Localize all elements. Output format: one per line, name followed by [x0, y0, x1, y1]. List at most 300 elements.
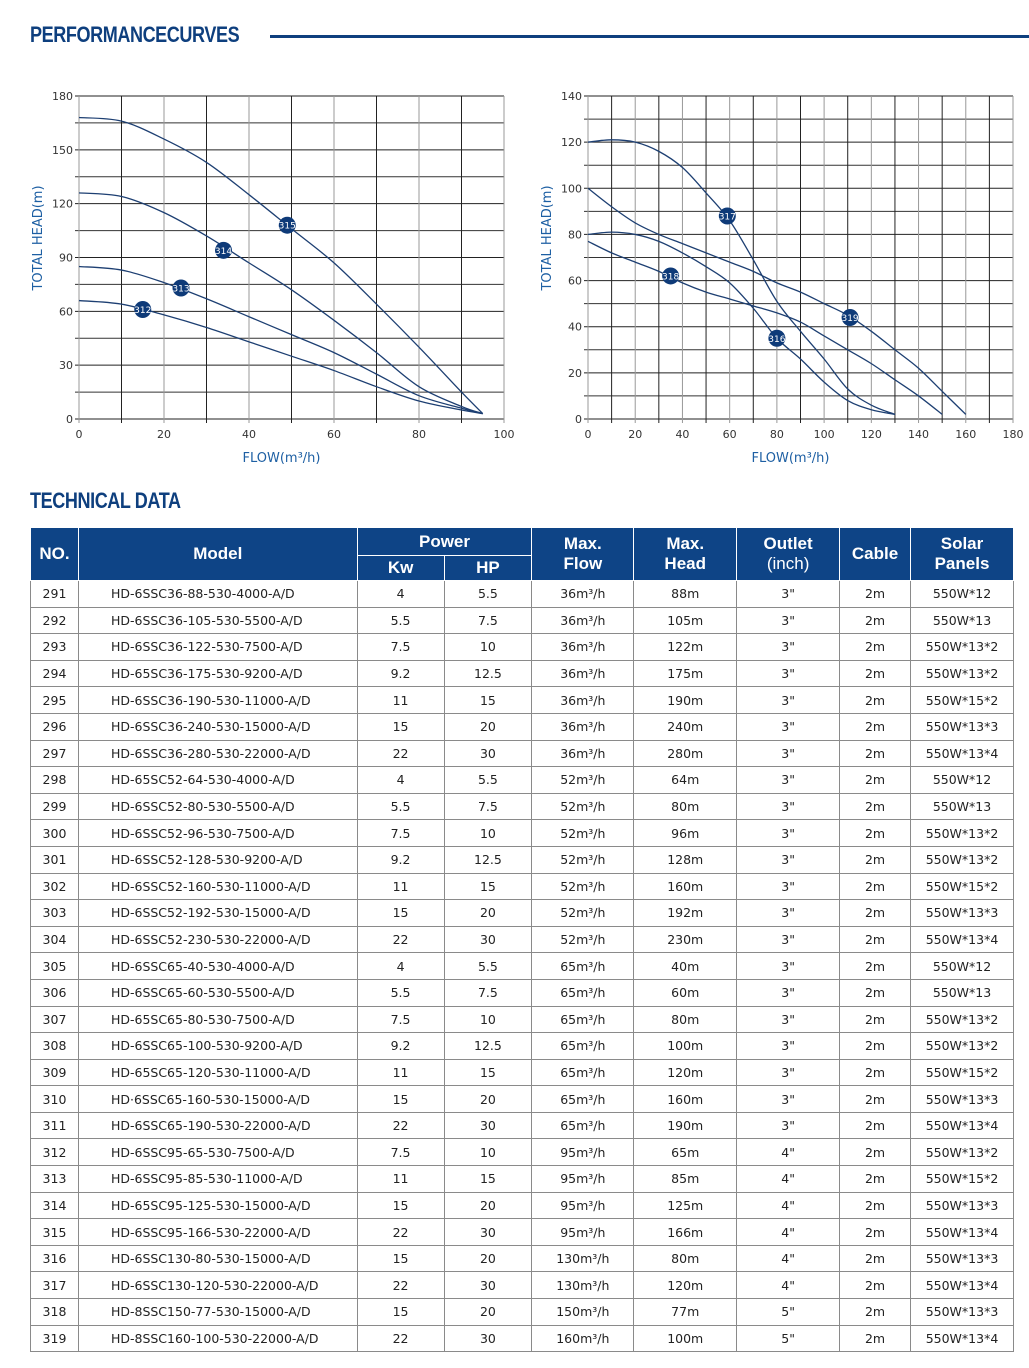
cell-solar: 550W*13*2 — [911, 846, 1014, 873]
cell-max-flow: 65m³/h — [532, 1086, 634, 1113]
cell-solar: 550W*13*4 — [911, 926, 1014, 953]
cell-hp: 30 — [444, 1112, 532, 1139]
table-row — [31, 900, 1014, 927]
y-tick-label: 140 — [561, 90, 582, 103]
technical-data-title: TECHNICAL DATA — [30, 488, 181, 513]
cell-max-head: 85m — [634, 1166, 737, 1193]
table-row — [31, 634, 1014, 661]
cell-max-head: 100m — [634, 1325, 737, 1352]
cell-max-flow: 52m³/h — [532, 900, 634, 927]
header-max-head-line2: Head — [664, 554, 706, 573]
cell-kw: 22 — [357, 740, 444, 767]
cell-solar: 550W*13 — [911, 793, 1014, 820]
cell-kw: 15 — [357, 1245, 444, 1272]
header-max-head — [634, 528, 737, 581]
header-max-flow — [532, 528, 634, 581]
cell-model: HD-6SSC95-166-530-22000-A/D — [78, 1219, 357, 1246]
y-tick-label: 120 — [561, 136, 582, 150]
cell-model: HD-6SSC65-190-530-22000-A/D — [78, 1112, 357, 1139]
cell-hp: 15 — [444, 873, 532, 900]
cell-max-flow: 95m³/h — [532, 1139, 634, 1166]
x-axis-label: FLOW(m³/h) — [242, 451, 321, 466]
cell-solar: 550W*13 — [911, 607, 1014, 634]
cell-max-flow: 52m³/h — [532, 873, 634, 900]
cell-kw: 4 — [357, 581, 444, 608]
y-tick-label: 0 — [66, 413, 73, 426]
table-row — [31, 1325, 1014, 1352]
header-solar-line2: Panels — [934, 554, 990, 573]
table-row — [31, 820, 1014, 847]
cell-hp: 20 — [444, 1245, 532, 1272]
table-row — [31, 1192, 1014, 1219]
cell-kw: 15 — [357, 1299, 444, 1326]
cell-no: 315 — [31, 1219, 79, 1246]
header-max-flow-line2: Flow — [563, 554, 603, 573]
cell-model: HD-65SC65-80-530-7500-A/D — [78, 1006, 357, 1033]
cell-kw: 15 — [357, 1192, 444, 1219]
cell-max-head: 175m — [634, 660, 737, 687]
cell-cable: 2m — [840, 1272, 911, 1299]
cell-no: 314 — [31, 1192, 79, 1219]
cell-model: HD-6SSC65-40-530-4000-A/D — [78, 953, 357, 980]
table-row — [31, 1112, 1014, 1139]
cell-hp: 10 — [444, 820, 532, 847]
cell-solar: 550W*13*4 — [911, 1219, 1014, 1246]
cell-outlet: 3" — [737, 1112, 840, 1139]
y-axis-label: TOTAL HEAD(m) — [31, 185, 46, 291]
cell-model: HD-6SSC65-100-530-9200-A/D — [78, 1033, 357, 1060]
cell-cable: 2m — [840, 687, 911, 714]
cell-solar: 550W*13*4 — [911, 1112, 1014, 1139]
cell-max-head: 65m — [634, 1139, 737, 1166]
cell-solar: 550W*13*2 — [911, 1139, 1014, 1166]
header-cable: Cable — [840, 528, 911, 581]
cell-max-head: 105m — [634, 607, 737, 634]
cell-cable: 2m — [840, 1006, 911, 1033]
y-tick-label: 100 — [561, 182, 582, 196]
cell-max-head: 40m — [634, 953, 737, 980]
cell-max-flow: 65m³/h — [532, 1059, 634, 1086]
cell-no: 301 — [31, 846, 79, 873]
cell-hp: 7.5 — [444, 793, 532, 820]
cell-max-head: 190m — [634, 1112, 737, 1139]
cell-outlet: 3" — [737, 607, 840, 634]
cell-hp: 30 — [444, 1219, 532, 1246]
cell-outlet: 3" — [737, 873, 840, 900]
cell-kw: 5.5 — [357, 979, 444, 1006]
cell-hp: 20 — [444, 1299, 532, 1326]
y-tick-label: 0 — [575, 413, 582, 426]
cell-kw: 4 — [357, 767, 444, 794]
cell-model: HD-6SSC36-190-530-11000-A/D — [78, 687, 357, 714]
cell-no: 318 — [31, 1299, 79, 1326]
cell-kw: 22 — [357, 1112, 444, 1139]
cell-no: 316 — [31, 1245, 79, 1272]
series-line-315 — [79, 118, 483, 414]
table-row — [31, 1272, 1014, 1299]
cell-no: 309 — [31, 1059, 79, 1086]
cell-hp: 20 — [444, 900, 532, 927]
cell-outlet: 3" — [737, 687, 840, 714]
cell-outlet: 3" — [737, 634, 840, 661]
x-tick-label: 40 — [675, 428, 690, 441]
cell-kw: 15 — [357, 713, 444, 740]
cell-kw: 9.2 — [357, 1033, 444, 1060]
cell-max-flow: 36m³/h — [532, 581, 634, 608]
cell-model: HD-6SSC130-80-530-15000-A/D — [78, 1245, 357, 1272]
cell-model: HD-6SSC52-128-530-9200-A/D — [78, 846, 357, 873]
cell-no: 310 — [31, 1086, 79, 1113]
cell-kw: 7.5 — [357, 1006, 444, 1033]
cell-cable: 2m — [840, 1192, 911, 1219]
cell-solar: 550W*13*2 — [911, 660, 1014, 687]
cell-hp: 30 — [444, 1272, 532, 1299]
table-row — [31, 713, 1014, 740]
cell-cable: 2m — [840, 793, 911, 820]
cell-model: HD-6SSC36-240-530-15000-A/D — [78, 713, 357, 740]
cell-no: 302 — [31, 873, 79, 900]
y-tick-label: 150 — [52, 143, 73, 157]
cell-cable: 2m — [840, 1059, 911, 1086]
cell-solar: 550W*15*2 — [911, 687, 1014, 714]
cell-hp: 5.5 — [444, 581, 532, 608]
x-tick-label: 140 — [908, 428, 930, 441]
cell-kw: 22 — [357, 1272, 444, 1299]
cell-solar: 550W*13*3 — [911, 1086, 1014, 1113]
cell-kw: 15 — [357, 1086, 444, 1113]
cell-cable: 2m — [840, 581, 911, 608]
table-row — [31, 1299, 1014, 1326]
x-tick-label: 0 — [584, 428, 592, 441]
cell-solar: 550W*13*2 — [911, 1033, 1014, 1060]
cell-solar: 550W*15*2 — [911, 873, 1014, 900]
table-row — [31, 740, 1014, 767]
cell-outlet: 3" — [737, 926, 840, 953]
cell-max-head: 166m — [634, 1219, 737, 1246]
x-axis-label: FLOW(m³/h) — [751, 451, 830, 466]
cell-max-flow: 65m³/h — [532, 1006, 634, 1033]
cell-model: HD-6SSC36-88-530-4000-A/D — [78, 581, 357, 608]
cell-outlet: 4" — [737, 1272, 840, 1299]
cell-max-head: 96m — [634, 820, 737, 847]
cell-max-flow: 52m³/h — [532, 926, 634, 953]
table-row — [31, 1245, 1014, 1272]
cell-no: 305 — [31, 953, 79, 980]
cell-hp: 30 — [444, 740, 532, 767]
performance-curves-title: PERFORMANCECURVES — [30, 22, 240, 47]
cell-model: HD-8SSC160-100-530-22000-A/D — [78, 1325, 357, 1352]
cell-max-head: 60m — [634, 979, 737, 1006]
cell-cable: 2m — [840, 900, 911, 927]
cell-kw: 4 — [357, 953, 444, 980]
cell-model: HD-8SSC150-77-530-15000-A/D — [78, 1299, 357, 1326]
cell-hp: 12.5 — [444, 846, 532, 873]
cell-kw: 7.5 — [357, 1139, 444, 1166]
header-model: Model — [78, 528, 357, 581]
x-tick-label: 80 — [412, 428, 426, 441]
header-outlet-line2: (inch) — [766, 554, 810, 573]
cell-no: 313 — [31, 1166, 79, 1193]
cell-outlet: 4" — [737, 1166, 840, 1193]
cell-hp: 7.5 — [444, 607, 532, 634]
x-tick-label: 100 — [493, 428, 515, 441]
cell-outlet: 3" — [737, 713, 840, 740]
cell-solar: 550W*13*2 — [911, 1006, 1014, 1033]
x-tick-label: 80 — [769, 428, 784, 441]
cell-outlet: 3" — [737, 660, 840, 687]
y-tick-label: 80 — [568, 228, 582, 242]
cell-max-head: 120m — [634, 1272, 737, 1299]
cell-cable: 2m — [840, 979, 911, 1006]
cell-max-head: 160m — [634, 1086, 737, 1113]
table-row — [31, 846, 1014, 873]
cell-solar: 550W*12 — [911, 953, 1014, 980]
x-tick-label: 160 — [955, 428, 977, 441]
cell-hp: 15 — [444, 1166, 532, 1193]
cell-max-head: 190m — [634, 687, 737, 714]
y-tick-label: 30 — [59, 359, 73, 373]
y-tick-label: 60 — [59, 305, 73, 319]
series-label: 314 — [214, 246, 233, 257]
cell-outlet: 5" — [737, 1325, 840, 1352]
cell-outlet: 3" — [737, 1033, 840, 1060]
series-label: 316 — [768, 334, 786, 345]
cell-no: 293 — [31, 634, 79, 661]
cell-max-head: 88m — [634, 581, 737, 608]
series-line-318 — [588, 241, 942, 414]
cell-no: 299 — [31, 793, 79, 820]
cell-max-head: 128m — [634, 846, 737, 873]
cell-max-flow: 95m³/h — [532, 1192, 634, 1219]
table-row — [31, 1139, 1014, 1166]
cell-outlet: 4" — [737, 1219, 840, 1246]
cell-max-head: 80m — [634, 1006, 737, 1033]
header-hp: HP — [444, 556, 532, 581]
cell-cable: 2m — [840, 713, 911, 740]
cell-max-flow: 65m³/h — [532, 1033, 634, 1060]
cell-max-head: 192m — [634, 900, 737, 927]
cell-solar: 550W*13*3 — [911, 900, 1014, 927]
cell-max-flow: 95m³/h — [532, 1219, 634, 1246]
cell-kw: 5.5 — [357, 793, 444, 820]
y-tick-label: 40 — [568, 320, 582, 334]
cell-cable: 2m — [840, 767, 911, 794]
cell-cable: 2m — [840, 820, 911, 847]
cell-model: HD-65SC52-64-530-4000-A/D — [78, 767, 357, 794]
cell-cable: 2m — [840, 634, 911, 661]
table-row — [31, 581, 1014, 608]
cell-kw: 11 — [357, 1059, 444, 1086]
cell-hp: 10 — [444, 1139, 532, 1166]
cell-model: HD-6SSC95-85-530-11000-A/D — [78, 1166, 357, 1193]
x-tick-label: 40 — [242, 428, 256, 441]
cell-solar: 550W*13 — [911, 979, 1014, 1006]
cell-max-flow: 65m³/h — [532, 953, 634, 980]
cell-no: 308 — [31, 1033, 79, 1060]
cell-solar: 550W*12 — [911, 767, 1014, 794]
cell-no: 319 — [31, 1325, 79, 1352]
cell-kw: 5.5 — [357, 607, 444, 634]
cell-kw: 15 — [357, 900, 444, 927]
series-label: 312 — [134, 306, 152, 317]
series-label: 318 — [662, 272, 680, 283]
cell-hp: 10 — [444, 634, 532, 661]
cell-hp: 15 — [444, 687, 532, 714]
cell-cable: 2m — [840, 846, 911, 873]
x-tick-label: 0 — [75, 428, 83, 441]
cell-cable: 2m — [840, 953, 911, 980]
y-tick-label: 120 — [52, 197, 73, 211]
cell-no: 304 — [31, 926, 79, 953]
cell-hp: 12.5 — [444, 660, 532, 687]
cell-solar: 550W*13*3 — [911, 713, 1014, 740]
cell-model: HD-6SSC52-230-530-22000-A/D — [78, 926, 357, 953]
table-row — [31, 873, 1014, 900]
table-row — [31, 687, 1014, 714]
cell-kw: 11 — [357, 1166, 444, 1193]
cell-no: 291 — [31, 581, 79, 608]
cell-max-flow: 52m³/h — [532, 846, 634, 873]
cell-outlet: 3" — [737, 793, 840, 820]
cell-model: HD-6SSC52-192-530-15000-A/D — [78, 900, 357, 927]
cell-max-head: 80m — [634, 1245, 737, 1272]
cell-max-flow: 36m³/h — [532, 740, 634, 767]
cell-no: 312 — [31, 1139, 79, 1166]
cell-no: 306 — [31, 979, 79, 1006]
cell-model: HD-6SSC95-65-530-7500-A/D — [78, 1139, 357, 1166]
cell-kw: 11 — [357, 687, 444, 714]
y-axis-label: TOTAL HEAD(m) — [540, 185, 555, 291]
cell-max-head: 64m — [634, 767, 737, 794]
cell-cable: 2m — [840, 1033, 911, 1060]
cell-max-flow: 36m³/h — [532, 660, 634, 687]
table-row — [31, 660, 1014, 687]
table-row — [31, 979, 1014, 1006]
cell-no: 294 — [31, 660, 79, 687]
x-tick-label: 20 — [628, 428, 643, 441]
cell-solar: 550W*15*2 — [911, 1059, 1014, 1086]
table-row — [31, 926, 1014, 953]
cell-hp: 7.5 — [444, 979, 532, 1006]
cell-outlet: 5" — [737, 1299, 840, 1326]
header-max-flow-line1: Max. — [563, 534, 602, 553]
table-row — [31, 793, 1014, 820]
cell-max-head: 240m — [634, 713, 737, 740]
cell-no: 300 — [31, 820, 79, 847]
series-label: 315 — [278, 221, 296, 232]
cell-kw: 22 — [357, 1219, 444, 1246]
cell-solar: 550W*13*3 — [911, 1245, 1014, 1272]
y-tick-label: 90 — [59, 251, 73, 265]
header-solar-line1: Solar — [940, 534, 984, 553]
cell-max-flow: 130m³/h — [532, 1245, 634, 1272]
cell-no: 311 — [31, 1112, 79, 1139]
cell-max-flow: 36m³/h — [532, 713, 634, 740]
header-outlet — [737, 528, 840, 581]
cell-kw: 9.2 — [357, 846, 444, 873]
cell-cable: 2m — [840, 1166, 911, 1193]
x-tick-label: 20 — [157, 428, 171, 441]
cell-outlet: 3" — [737, 846, 840, 873]
cell-hp: 12.5 — [444, 1033, 532, 1060]
cell-max-head: 80m — [634, 793, 737, 820]
y-tick-label: 20 — [568, 366, 582, 380]
header-no: NO. — [31, 528, 79, 581]
series-label: 317 — [718, 212, 736, 223]
cell-max-flow: 36m³/h — [532, 687, 634, 714]
y-tick-label: 60 — [568, 274, 582, 288]
cell-max-flow: 52m³/h — [532, 793, 634, 820]
performance-chart-left — [0, 80, 520, 480]
cell-no: 307 — [31, 1006, 79, 1033]
cell-outlet: 3" — [737, 979, 840, 1006]
table-row — [31, 1059, 1014, 1086]
x-tick-label: 180 — [1002, 428, 1024, 441]
cell-outlet: 4" — [737, 1245, 840, 1272]
cell-kw: 9.2 — [357, 660, 444, 687]
table-row — [31, 607, 1014, 634]
cell-max-flow: 36m³/h — [532, 607, 634, 634]
cell-cable: 2m — [840, 740, 911, 767]
cell-hp: 5.5 — [444, 953, 532, 980]
cell-outlet: 4" — [737, 1192, 840, 1219]
cell-max-head: 100m — [634, 1033, 737, 1060]
cell-max-flow: 52m³/h — [532, 820, 634, 847]
cell-outlet: 3" — [737, 820, 840, 847]
table-row — [31, 767, 1014, 794]
cell-cable: 2m — [840, 1112, 911, 1139]
cell-max-flow: 95m³/h — [532, 1166, 634, 1193]
cell-kw: 22 — [357, 1325, 444, 1352]
cell-no: 296 — [31, 713, 79, 740]
table-row — [31, 1086, 1014, 1113]
table-row — [31, 1033, 1014, 1060]
table-row — [31, 953, 1014, 980]
cell-cable: 2m — [840, 1086, 911, 1113]
cell-solar: 550W*13*4 — [911, 740, 1014, 767]
cell-hp: 5.5 — [444, 767, 532, 794]
title-divider — [270, 35, 1029, 38]
technical-data-table — [30, 527, 1014, 1352]
cell-no: 303 — [31, 900, 79, 927]
x-tick-label: 60 — [722, 428, 737, 441]
cell-cable: 2m — [840, 873, 911, 900]
series-label: 313 — [172, 284, 190, 295]
y-tick-label: 180 — [52, 90, 73, 103]
table-row — [31, 1166, 1014, 1193]
cell-outlet: 3" — [737, 1059, 840, 1086]
cell-no: 317 — [31, 1272, 79, 1299]
cell-model: HD-6SSC52-80-530-5500-A/D — [78, 793, 357, 820]
cell-hp: 30 — [444, 926, 532, 953]
table-row — [31, 1006, 1014, 1033]
cell-outlet: 4" — [737, 1139, 840, 1166]
cell-cable: 2m — [840, 660, 911, 687]
x-tick-label: 60 — [327, 428, 341, 441]
cell-model: HD-6SSC52-96-530-7500-A/D — [78, 820, 357, 847]
cell-cable: 2m — [840, 1299, 911, 1326]
cell-kw: 7.5 — [357, 820, 444, 847]
cell-solar: 550W*12 — [911, 581, 1014, 608]
cell-max-flow: 36m³/h — [532, 634, 634, 661]
cell-outlet: 3" — [737, 900, 840, 927]
cell-hp: 10 — [444, 1006, 532, 1033]
cell-solar: 550W*13*4 — [911, 1325, 1014, 1352]
cell-max-head: 77m — [634, 1299, 737, 1326]
cell-outlet: 3" — [737, 953, 840, 980]
cell-solar: 550W*15*2 — [911, 1166, 1014, 1193]
cell-cable: 2m — [840, 1219, 911, 1246]
